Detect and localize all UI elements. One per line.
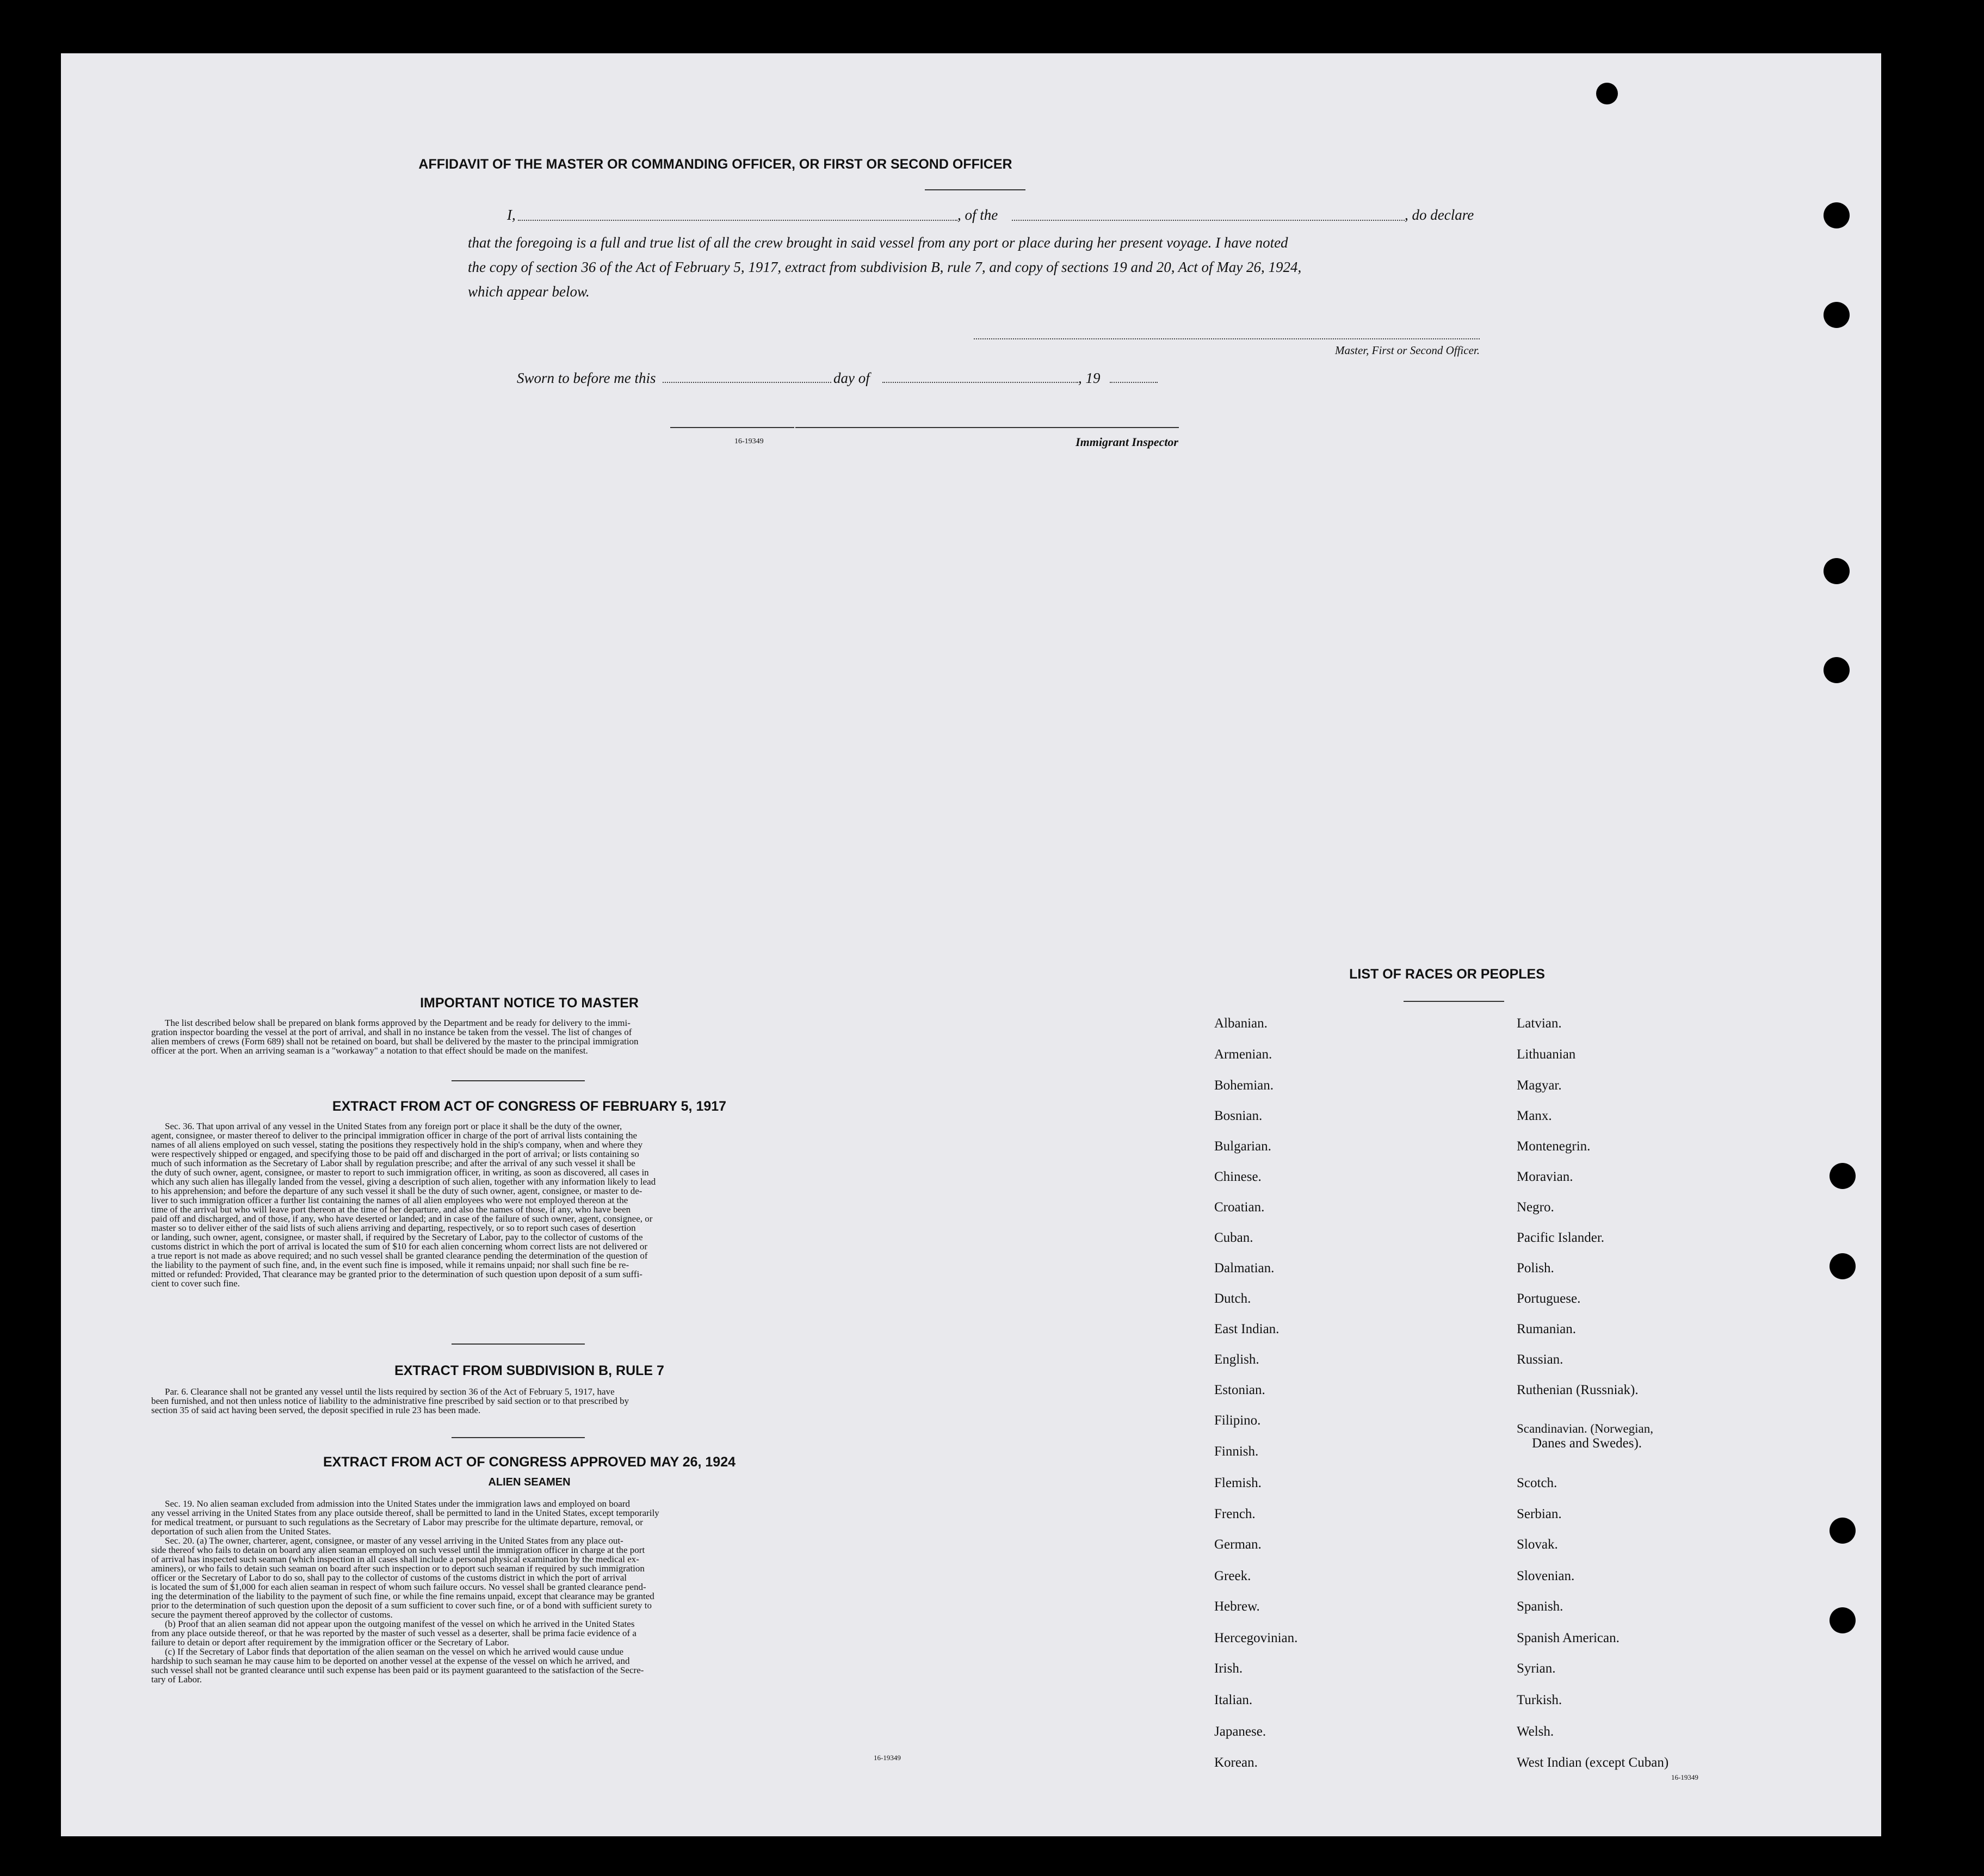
i-label: I, [507, 207, 516, 223]
binder-hole [1824, 202, 1850, 228]
race-item: Rumanian. [1517, 1322, 1577, 1336]
name-field[interactable] [518, 220, 957, 221]
act1917-line: were respectively shipped or engaged, and specifying those to be paid off and discharged in the port of arrival; or lists containing so [151, 1149, 639, 1159]
rule-7-title: EXTRACT FROM SUBDIVISION B, RULE 7 [394, 1363, 664, 1378]
race-item: Moravian. [1517, 1169, 1573, 1184]
act1924-line: Sec. 20. (a) The owner, charterer, agent, consignee, or master of any vessel arriving in the United States from any place out- [165, 1536, 623, 1546]
act-1924-text [151, 1499, 907, 1684]
act1917-line: cient to cover such fine. [151, 1278, 240, 1289]
rule7-line: section 35 of said act having been served, the deposit specified in rule 23 has been made. [151, 1405, 481, 1415]
sworn-month-field[interactable] [882, 382, 1078, 383]
divider [925, 189, 1025, 190]
act1917-line: a true report is not made as above required; and no such vessel shall be granted clearance pending the determination of the question of [151, 1250, 648, 1261]
act1924-line: any vessel arriving in the United States from any place outside thereof, shall be permitted to land in the United States, except temporarily [151, 1508, 659, 1518]
act1924-line: secure the payment thereof approved by the collector of customs. [151, 1609, 393, 1620]
of-the-label: , of the [957, 207, 998, 223]
race-item: Estonian. [1214, 1383, 1265, 1397]
race-item: Montenegrin. [1517, 1139, 1591, 1154]
act1917-line: customs district in which the port of arrival is located the sum of $10 for each alien concerning whom correct lists are not delivered or [151, 1241, 648, 1252]
act1924-line: for medical treatment, or pursuant to such regulations as the Secretary of Labor may prescribe for the ultimate departure, removal, or [151, 1517, 643, 1527]
binder-hole [1824, 558, 1850, 584]
notice-title: IMPORTANT NOTICE TO MASTER [420, 995, 639, 1011]
race-item: Japanese. [1214, 1724, 1266, 1739]
binder-hole [1824, 302, 1850, 328]
act1917-line: agent, consignee, or master thereof to deliver to the principal immigration officer in charge of the port of arrival lists containing the [151, 1130, 637, 1141]
act1924-line: officer or the Secretary of Labor to do so, shall pay to the collector of customs of the customs district in which the port of arrival [151, 1572, 627, 1583]
race-item: East Indian. [1214, 1322, 1280, 1336]
race-item: English. [1214, 1352, 1259, 1367]
race-item: Armenian. [1214, 1047, 1272, 1062]
race-item: Slovenian. [1517, 1569, 1575, 1583]
act1924-line: tary of Labor. [151, 1674, 202, 1685]
notice-line: alien members of crews (Form 689) shall not be retained on board, but shall be delivered by the master to the principal immigration [151, 1036, 639, 1047]
binder-hole [1596, 83, 1618, 104]
rule-7-text [151, 1387, 907, 1415]
race-item: Filipino. [1214, 1413, 1261, 1428]
act1917-line: paid off and discharged, and of those, if any, who have deserted or landed; and in case of the failure of such owner, agent, consignee, or [151, 1213, 653, 1224]
notice-line: officer at the port. When an arriving seaman is a "workaway" a notation to that effect should be made on the manifest. [151, 1045, 588, 1056]
binder-hole [1824, 657, 1850, 683]
races-title: LIST OF RACES OR PEOPLES [1349, 967, 1545, 982]
race-item: Russian. [1517, 1352, 1563, 1367]
sworn-label: Sworn to before me this [517, 370, 656, 386]
act1917-line: master so to deliver either of the said lists of such aliens arriving and departing, respectively, or so to report such cases of desertion [151, 1223, 636, 1233]
divider [452, 1437, 585, 1438]
race-item: Lithuanian [1517, 1047, 1576, 1062]
act1917-line: to his apprehension; and before the departure of any such vessel it shall be the duty of such owner, agent, consignee, or master to de- [151, 1186, 642, 1196]
act1924-line: failure to detain or deport after requirement by the immigration officer or the Secretary of Labor. [151, 1637, 509, 1648]
affidavit-body-line: which appear below. [468, 283, 590, 300]
master-signature-line[interactable] [974, 338, 1480, 339]
act-1917-text [151, 1122, 907, 1288]
act1917-line: the liability to the payment of such fine, and, in the event such fine is imposed, while it remains unpaid; nor shall such fine be re- [151, 1260, 629, 1270]
day-of-label: day of [833, 370, 870, 386]
act1917-line: mitted or refunded: Provided, That clearance may be granted prior to the determination of such question upon deposit of a sum suffi- [151, 1269, 642, 1279]
race-item: Scotch. [1517, 1476, 1557, 1490]
act1924-line: from any place outside thereof, or that he was reported by the master of such vessel as a deserter, shall be prima facie evidence of a [151, 1628, 636, 1638]
act-1924-subtitle: ALIEN SEAMEN [488, 1476, 571, 1488]
vessel-field[interactable] [1012, 220, 1405, 221]
act1924-line: (b) Proof that an alien seaman did not appear upon the outgoing manifest of the vessel on which he arrived in the United States [165, 1619, 635, 1629]
race-item: West Indian (except Cuban) [1517, 1755, 1669, 1770]
act1924-line: Sec. 19. No alien seaman excluded from admission into the United States under the immigration laws and employed on board [165, 1499, 630, 1509]
race-item: Scandinavian. (Norwegian, [1517, 1422, 1654, 1435]
act1917-line: the duty of such owner, agent, consignee, or master to report to such immigration officer, in writing, as soon as discovered, all cases in [151, 1167, 649, 1178]
act1924-line: such vessel shall not be granted clearance until such expense has been paid or its payment guaranteed to the satisfaction of the Secre- [151, 1665, 644, 1675]
race-item: Irish. [1214, 1661, 1243, 1676]
act1917-line: names of all aliens employed on such vessel, stating the positions they respectively hold in the ship's company, when and where they [151, 1140, 643, 1150]
divider [1404, 1001, 1504, 1002]
divider [452, 1343, 585, 1345]
race-item: Polish. [1517, 1261, 1554, 1276]
act1924-line: hardship to such seaman he may cause him to be deported on another vessel at the expense of the vessel on which he arrived, and [151, 1656, 630, 1666]
act1917-line: which any such alien has illegally landed from the vessel, giving a description of such alien, together with any information likely to lead [151, 1177, 656, 1187]
race-item: Turkish. [1517, 1693, 1562, 1707]
notice-line: gration inspector boarding the vessel at the port of arrival, and shall in no instance be taken from the vessel. The list of changes of [151, 1027, 632, 1037]
act1924-line: ing the determination of the liability to the payment of such fine, or while the fine remains unpaid, except that clearance may be granted [151, 1591, 654, 1601]
race-item: Hebrew. [1214, 1599, 1260, 1614]
race-item: Flemish. [1214, 1476, 1262, 1490]
act-1917-title: EXTRACT FROM ACT OF CONGRESS OF FEBRUARY 5, 1917 [332, 1099, 727, 1114]
race-item: Korean. [1214, 1755, 1258, 1770]
act1924-line: side thereof who fails to detain on board any alien seaman employed on such vessel until the immigration officer in charge at the port [151, 1545, 645, 1555]
race-item: German. [1214, 1537, 1262, 1552]
race-item: Spanish. [1517, 1599, 1563, 1614]
act1924-line: prior to the determination of such question upon the deposit of a sum sufficient to cover such fine, or of a bond with sufficient surety to [151, 1600, 652, 1611]
act1924-line: deportation of such alien from the United States. [151, 1526, 331, 1537]
binder-hole [1830, 1607, 1856, 1633]
race-item: Bosnian. [1214, 1109, 1263, 1123]
affidavit-body [468, 231, 1480, 304]
sworn-line [517, 370, 1197, 392]
race-item: Welsh. [1517, 1724, 1554, 1739]
race-item: Greek. [1214, 1569, 1251, 1583]
notice-text [151, 1018, 907, 1055]
affidavit-body-line: that the foregoing is a full and true list of all the crew brought in said vessel from any port or place during her present voyage. I have noted [468, 234, 1288, 251]
inspector-signature-line-left[interactable] [670, 427, 794, 428]
race-item: Serbian. [1517, 1507, 1562, 1521]
year-prefix-label: , 19 [1078, 370, 1101, 386]
race-item-continuation: Danes and Swedes). [1532, 1436, 1642, 1451]
sworn-day-field[interactable] [663, 382, 831, 383]
race-item: Pacific Islander. [1517, 1230, 1605, 1245]
master-caption: Master, First or Second Officer. [1335, 344, 1480, 357]
race-item: Portuguese. [1517, 1291, 1581, 1306]
race-item: Bulgarian. [1214, 1139, 1271, 1154]
rule7-line: Par. 6. Clearance shall not be granted any vessel until the lists required by section 36 of the Act of February 5, 1917, have [165, 1386, 615, 1397]
notice-line: The list described below shall be prepared on blank forms approved by the Department and be ready for delivery to the immi- [165, 1018, 631, 1028]
race-item: Dutch. [1214, 1291, 1251, 1306]
act1924-line: (c) If the Secretary of Labor finds that deportation of the alien seaman on the vessel on which he arrived would cause undue [165, 1646, 624, 1657]
race-item: Manx. [1517, 1109, 1552, 1123]
race-item: Magyar. [1517, 1078, 1562, 1093]
act1924-line: aminers), or who fails to detain such seaman on board after such inspection or to deport such seaman if required by such immigration [151, 1563, 645, 1574]
form-number: 16-19349 [734, 437, 764, 445]
act1917-line: much of such information as the Secretary of Labor shall by regulation prescribe; and after the arrival of any such vessel it shall be [151, 1158, 635, 1168]
inspector-signature-line[interactable] [795, 427, 1179, 428]
race-item: French. [1214, 1507, 1256, 1521]
race-item: Spanish American. [1517, 1631, 1620, 1645]
inspector-caption: Immigrant Inspector [1076, 435, 1178, 449]
form-number: 16-19349 [1671, 1773, 1698, 1781]
binder-hole [1830, 1518, 1856, 1544]
race-item: Finnish. [1214, 1444, 1259, 1459]
form-number: 16-19349 [874, 1754, 901, 1762]
sworn-year-field[interactable] [1110, 382, 1158, 383]
race-item: Negro. [1517, 1200, 1554, 1215]
act1917-line: Sec. 36. That upon arrival of any vessel in the United States from any foreign port or place it shall be the duty of the owner, [165, 1121, 622, 1131]
race-item: Ruthenian (Russniak). [1517, 1383, 1639, 1397]
race-item: Chinese. [1214, 1169, 1262, 1184]
act1917-line: liver to such immigration officer a further list containing the names of all alien employees who were not employed thereon at the [151, 1195, 628, 1205]
race-item: Dalmatian. [1214, 1261, 1275, 1276]
act1924-line: of arrival has inspected such seaman (which inspection in all cases shall include a personal physical examination by the medical ex- [151, 1554, 639, 1564]
race-item: Slovak. [1517, 1537, 1558, 1552]
binder-hole [1830, 1253, 1856, 1279]
act1924-line: is located the sum of $1,000 for each alien seaman in respect of whom such failure occurs. No vessel shall be granted clearance pend- [151, 1582, 646, 1592]
race-item: Cuban. [1214, 1230, 1253, 1245]
race-item: Albanian. [1214, 1016, 1268, 1031]
do-declare-label: , do declare [1405, 207, 1474, 223]
act1917-line: time of the arrival but who will leave port thereon at the time of her departure, and also the names of those, if any, who have been [151, 1204, 631, 1215]
divider [452, 1080, 585, 1081]
affidavit-title: AFFIDAVIT OF THE MASTER OR COMMANDING OFFICER, OR FIRST OR SECOND OFFICER [418, 157, 1012, 172]
affidavit-body-line: the copy of section 36 of the Act of February 5, 1917, extract from subdivision B, rule 7, and copy of sections 19 and 20, Act of May 26, 1924, [468, 259, 1302, 275]
binder-hole [1830, 1163, 1856, 1189]
race-item: Italian. [1214, 1693, 1253, 1707]
race-item: Syrian. [1517, 1661, 1556, 1676]
act1917-line: or landing, such owner, agent, consignee, or master shall, if required by the Secretary of Labor, pay to the collector of customs of the [151, 1232, 643, 1242]
race-item: Hercegovinian. [1214, 1631, 1298, 1645]
act-1924-title: EXTRACT FROM ACT OF CONGRESS APPROVED MAY 26, 1924 [323, 1454, 736, 1470]
race-item: Latvian. [1517, 1016, 1562, 1031]
rule7-line: been furnished, and not then unless notice of liability to the administrative fine prescribed by said section or to that prescribed by [151, 1396, 629, 1406]
race-item: Bohemian. [1214, 1078, 1274, 1093]
race-item: Croatian. [1214, 1200, 1265, 1215]
